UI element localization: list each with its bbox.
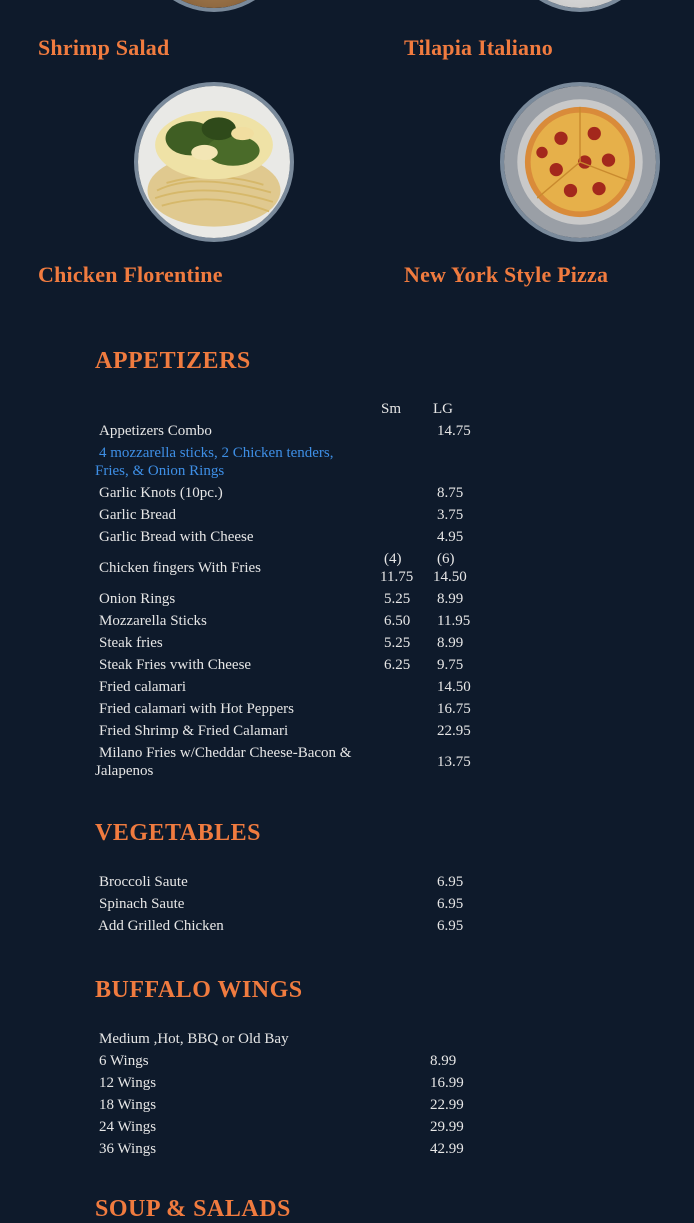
item-name: Garlic Bread [99, 507, 177, 523]
item-name: 6 Wings [99, 1053, 149, 1069]
item-price: 29.99 [430, 1119, 464, 1135]
column-header-sm: Sm [381, 401, 402, 417]
menu-item [95, 550, 515, 590]
item-name: Fried calamari [99, 679, 187, 695]
chicken-florentine-photo[interactable] [134, 82, 294, 242]
appetizers-heading: APPETIZERS [95, 348, 251, 374]
shrimp-salad-photo[interactable] [138, 0, 290, 12]
item-name: 24 Wings [99, 1119, 157, 1135]
item-name: Garlic Knots (10pc.) [99, 485, 223, 501]
item-name: Chicken fingers With Fries [99, 560, 262, 576]
featured-dishes [0, 0, 694, 300]
item-price-lg: 9.75 [437, 657, 464, 673]
item-count-sm: (4) [384, 551, 402, 567]
item-price: 6.95 [437, 918, 464, 934]
item-price-lg: 3.75 [437, 507, 464, 523]
item-price-sm: 6.50 [384, 613, 411, 629]
dish-name-shrimp-salad[interactable]: Shrimp Salad [38, 35, 170, 60]
dish-name-new-york-pizza[interactable]: New York Style Pizza [404, 262, 609, 287]
buffalo-wings-section [95, 977, 615, 1157]
item-price-lg: 14.75 [437, 423, 471, 439]
item-name: Steak fries [99, 635, 163, 651]
item-price: 8.99 [430, 1053, 457, 1069]
chicken-florentine-image [138, 86, 290, 238]
item-price-lg: 8.99 [437, 591, 464, 607]
dish-name-chicken-florentine[interactable]: Chicken Florentine [38, 262, 223, 287]
item-price-lg: 16.75 [437, 701, 471, 717]
item-name: 18 Wings [99, 1097, 157, 1113]
item-price-sm: 11.75 [380, 569, 414, 585]
buffalo-wings-heading: BUFFALO WINGS [95, 977, 303, 1003]
item-price-sm: 6.25 [384, 657, 411, 673]
item-name: Milano Fries w/Cheddar Cheese-Bacon & Jalapenos [95, 745, 352, 779]
item-price: 42.99 [430, 1141, 464, 1157]
vegetables-section [95, 820, 615, 934]
new-york-pizza-photo[interactable] [500, 82, 660, 242]
vegetables-heading: VEGETABLES [95, 820, 261, 846]
item-name: 36 Wings [99, 1141, 157, 1157]
item-name: Mozzarella Sticks [99, 613, 207, 629]
item-price: 6.95 [437, 874, 464, 890]
item-name: Garlic Bread with Cheese [99, 529, 254, 545]
appetizers-section [95, 348, 615, 779]
item-name: Broccoli Saute [99, 874, 188, 890]
item-price-lg: 8.75 [437, 485, 464, 501]
item-name: Steak Fries vwith Cheese [99, 657, 252, 673]
soup-salads-section [95, 1196, 615, 1223]
item-price-lg: 8.99 [437, 635, 464, 651]
column-header-lg: LG [433, 401, 453, 417]
item-price-sm: 5.25 [384, 591, 411, 607]
item-name: Fried calamari with Hot Peppers [99, 701, 294, 717]
item-description: 4 mozzarella sticks, 2 Chicken tenders, Fries, & Onion Rings [95, 445, 334, 479]
item-price: 6.95 [437, 896, 464, 912]
dish-name-tilapia-italiano[interactable]: Tilapia Italiano [404, 35, 553, 60]
item-name: Add Grilled Chicken [98, 918, 224, 934]
item-name: Fried Shrimp & Fried Calamari [99, 723, 289, 739]
new-york-pizza-image [504, 86, 656, 238]
item-name: Appetizers Combo [99, 423, 212, 439]
item-price-lg: 14.50 [433, 569, 467, 585]
item-price-lg: 14.50 [437, 679, 471, 695]
item-count-lg: (6) [437, 551, 455, 567]
item-price-lg: 4.95 [437, 529, 464, 545]
flavor-options: Medium ,Hot, BBQ or Old Bay [99, 1031, 289, 1047]
item-price-sm: 5.25 [384, 635, 411, 651]
menu-item [95, 744, 515, 784]
soup-salads-heading: SOUP & SALADS [95, 1196, 291, 1222]
item-price: 22.99 [430, 1097, 464, 1113]
tilapia-italiano-photo[interactable] [504, 0, 656, 12]
item-price: 16.99 [430, 1075, 464, 1091]
item-name: 12 Wings [99, 1075, 157, 1091]
item-price-lg: 11.95 [437, 613, 471, 629]
item-name: Spinach Saute [99, 896, 185, 912]
item-price-lg: 22.95 [437, 723, 471, 739]
item-name: Onion Rings [99, 591, 176, 607]
item-price-lg: 13.75 [437, 754, 471, 770]
